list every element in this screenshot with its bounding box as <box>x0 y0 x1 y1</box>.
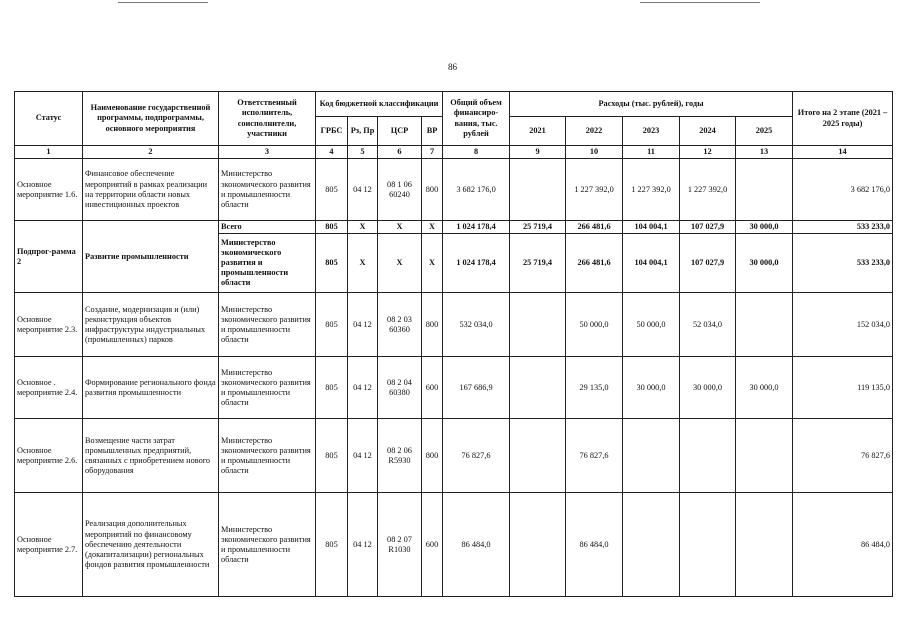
col-num: 4 <box>316 146 348 159</box>
cell-2022: 86 484,0 <box>566 493 623 597</box>
header-rzpr: Рз, Пр <box>348 117 378 146</box>
cell-executor: Министерство экономического развития и промышленности области <box>219 293 316 357</box>
cell-vr: X <box>422 234 443 293</box>
cell-name: Возмещение части затрат промышленных предприятий, связанных с приобретением нового оборудования <box>83 419 219 493</box>
cell-csr: 08 1 06 60240 <box>378 159 422 221</box>
cell-2024 <box>680 419 736 493</box>
cell-vr: 800 <box>422 419 443 493</box>
col-num: 8 <box>443 146 510 159</box>
cell-2021 <box>510 159 566 221</box>
col-num: 9 <box>510 146 566 159</box>
header-csr: ЦСР <box>378 117 422 146</box>
cell-executor: Министерство экономического развития и промышленности области <box>219 159 316 221</box>
cell-vr: 600 <box>422 493 443 597</box>
cell-stage-total: 533 233,0 <box>793 234 893 293</box>
cell-grbs: 805 <box>316 493 348 597</box>
cell-2021 <box>510 419 566 493</box>
cell-vr: 600 <box>422 357 443 419</box>
cell-2021: 25 719,4 <box>510 221 566 234</box>
cell-stage-total: 3 682 176,0 <box>793 159 893 221</box>
cell-executor: Всего <box>219 221 316 234</box>
cell-total: 1 024 178,4 <box>443 221 510 234</box>
cell-2025: 30 000,0 <box>736 234 793 293</box>
header-2025: 2025 <box>736 117 793 146</box>
table-row-2-6 <box>15 419 893 493</box>
header-2023: 2023 <box>623 117 680 146</box>
cell-2025 <box>736 419 793 493</box>
cell-stage-total: 152 034,0 <box>793 293 893 357</box>
col-num: 1 <box>15 146 83 159</box>
table-row-2-4 <box>15 357 893 419</box>
col-num: 7 <box>422 146 443 159</box>
header-status: Статус <box>15 92 83 146</box>
cell-stage-total: 76 827,6 <box>793 419 893 493</box>
table-row-2-7 <box>15 493 893 597</box>
cell-status: Основное мероприятие 2.6. <box>15 419 83 493</box>
cell-grbs: 805 <box>316 221 348 234</box>
cell-grbs: 805 <box>316 357 348 419</box>
cell-rzpr: 04 12 <box>348 357 378 419</box>
cell-executor: Министерство экономического развития и промышленности области <box>219 357 316 419</box>
col-num: 14 <box>793 146 893 159</box>
header-2024: 2024 <box>680 117 736 146</box>
cell-total: 86 484,0 <box>443 493 510 597</box>
cell-2023: 50 000,0 <box>623 293 680 357</box>
budget-table <box>14 91 893 597</box>
cell-rzpr: 04 12 <box>348 293 378 357</box>
cell-rzpr: 04 12 <box>348 159 378 221</box>
col-num: 10 <box>566 146 623 159</box>
cell-status: Подпрог-рамма 2 <box>15 221 83 293</box>
cell-total: 1 024 178,4 <box>443 234 510 293</box>
cell-2022: 266 481,6 <box>566 234 623 293</box>
table-row-2-3 <box>15 293 893 357</box>
cell-grbs: 805 <box>316 293 348 357</box>
header-row-1 <box>15 92 893 117</box>
cell-grbs: 805 <box>316 419 348 493</box>
cell-2022: 76 827,6 <box>566 419 623 493</box>
header-budget-code: Код бюджетной классификации <box>316 92 443 117</box>
cell-2024: 1 227 392,0 <box>680 159 736 221</box>
cell-2022: 29 135,0 <box>566 357 623 419</box>
column-number-row <box>15 146 893 159</box>
cell-name: Финансовое обеспечение мероприятий в рамках реализации на территории области новых инвестиционных проектов <box>83 159 219 221</box>
col-num: 5 <box>348 146 378 159</box>
cell-name: Создание, модернизация и (или) реконструкция объектов инфраструктуры индустриальных (промышленных) парков <box>83 293 219 357</box>
header-total-funding: Общий объем финансиро-вания, тыс. рублей <box>443 92 510 146</box>
cell-rzpr: X <box>348 234 378 293</box>
cell-2024 <box>680 493 736 597</box>
col-num: 11 <box>623 146 680 159</box>
cell-2024: 52 034,0 <box>680 293 736 357</box>
cell-stage-total: 86 484,0 <box>793 493 893 597</box>
cell-vr: 800 <box>422 293 443 357</box>
cell-executor: Министерство экономического развития и промышленности области <box>219 234 316 293</box>
cell-executor: Министерство экономического развития и промышленности области <box>219 493 316 597</box>
cell-2022: 50 000,0 <box>566 293 623 357</box>
cell-2021: 25 719,4 <box>510 234 566 293</box>
cell-2023 <box>623 493 680 597</box>
cell-total: 167 686,9 <box>443 357 510 419</box>
cell-rzpr: 04 12 <box>348 419 378 493</box>
cell-csr: X <box>378 234 422 293</box>
cell-vr: 800 <box>422 159 443 221</box>
cell-status: Основное . мероприятие 2.4. <box>15 357 83 419</box>
header-expenses: Расходы (тыс. рублей), годы <box>510 92 793 117</box>
cell-rzpr: 04 12 <box>348 493 378 597</box>
cell-vr: X <box>422 221 443 234</box>
cell-name: Формирование регионального фонда развития промышленности <box>83 357 219 419</box>
col-num: 13 <box>736 146 793 159</box>
cell-status: Основное мероприятие 2.3. <box>15 293 83 357</box>
cell-2023 <box>623 419 680 493</box>
cell-2024: 107 027,9 <box>680 221 736 234</box>
cell-total: 532 034,0 <box>443 293 510 357</box>
cell-grbs: 805 <box>316 234 348 293</box>
cell-2021 <box>510 493 566 597</box>
cell-stage-total: 533 233,0 <box>793 221 893 234</box>
cell-2023: 104 004,1 <box>623 221 680 234</box>
cell-name: Реализация дополнительных мероприятий по финансовому обеспечению деятельности (докапитализации) региональных фондов развития промышленности <box>83 493 219 597</box>
cell-2021 <box>510 293 566 357</box>
cell-2024: 30 000,0 <box>680 357 736 419</box>
cell-2025: 30 000,0 <box>736 221 793 234</box>
cell-2021 <box>510 357 566 419</box>
cell-2022: 266 481,6 <box>566 221 623 234</box>
cell-csr: 08 2 04 60380 <box>378 357 422 419</box>
header-program-name: Наименование государственной программы, подпрограммы, основного мероприятия <box>83 92 219 146</box>
table-row-subprogram-2-total <box>15 221 893 234</box>
page-number: 86 <box>448 62 457 72</box>
cell-2023: 104 004,1 <box>623 234 680 293</box>
header-grbs: ГРБС <box>316 117 348 146</box>
cell-csr: X <box>378 221 422 234</box>
cell-rzpr: X <box>348 221 378 234</box>
cell-2023: 30 000,0 <box>623 357 680 419</box>
cell-executor: Министерство экономического развития и промышленности области <box>219 419 316 493</box>
col-num: 6 <box>378 146 422 159</box>
header-vr: ВР <box>422 117 443 146</box>
cell-status: Основное мероприятие 2.7. <box>15 493 83 597</box>
cell-2025: 30 000,0 <box>736 357 793 419</box>
header-2022: 2022 <box>566 117 623 146</box>
header-stage-total: Итого на 2 этапе (2021 – 2025 годы) <box>793 92 893 146</box>
header-2021: 2021 <box>510 117 566 146</box>
cell-total: 3 682 176,0 <box>443 159 510 221</box>
cell-csr: 08 2 03 60360 <box>378 293 422 357</box>
cell-2025 <box>736 493 793 597</box>
cell-stage-total: 119 135,0 <box>793 357 893 419</box>
table-row-1-6 <box>15 159 893 221</box>
cell-2022: 1 227 392,0 <box>566 159 623 221</box>
col-num: 2 <box>83 146 219 159</box>
col-num: 12 <box>680 146 736 159</box>
cell-status: Основное мероприятие 1.6. <box>15 159 83 221</box>
cell-csr: 08 2 06 R5930 <box>378 419 422 493</box>
scan-edge-line-right <box>640 2 760 3</box>
col-num: 3 <box>219 146 316 159</box>
cell-2025 <box>736 293 793 357</box>
cell-csr: 08 2 07 R1030 <box>378 493 422 597</box>
scan-edge-line-left <box>118 2 208 3</box>
cell-2024: 107 027,9 <box>680 234 736 293</box>
cell-grbs: 805 <box>316 159 348 221</box>
header-executor: Ответственный исполнитель, соисполнители, участники <box>219 92 316 146</box>
cell-name: Развитие промышленности <box>83 221 219 293</box>
cell-2025 <box>736 159 793 221</box>
cell-2023: 1 227 392,0 <box>623 159 680 221</box>
cell-total: 76 827,6 <box>443 419 510 493</box>
